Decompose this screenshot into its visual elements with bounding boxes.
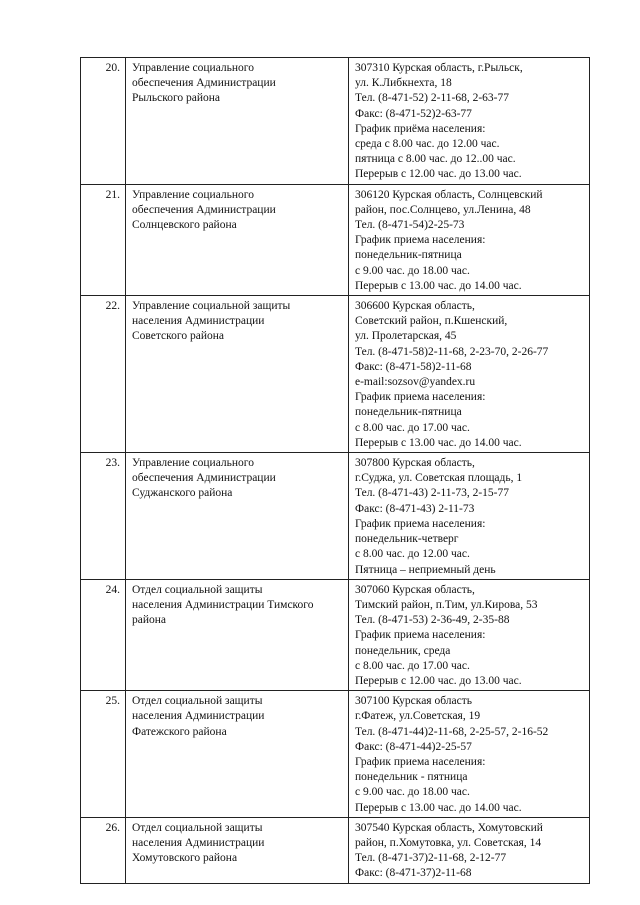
contact-line: 307100 Курская область bbox=[355, 695, 472, 708]
office-name-line: Управление социального bbox=[132, 62, 254, 74]
office-name-line: Отдел социальной защиты bbox=[132, 821, 263, 834]
contact-line: среда с 8.00 час. до 12.00 час. bbox=[355, 138, 500, 151]
contact-line: График приема населения: bbox=[355, 517, 486, 530]
office-contacts bbox=[349, 579, 590, 690]
row-number: 23. bbox=[81, 453, 126, 580]
contact-line: с 9.00 час. до 18.00 час. bbox=[355, 264, 470, 277]
contact-line: График приема населения: bbox=[355, 755, 486, 768]
office-name-line: Суджанского района bbox=[132, 487, 233, 500]
office-contacts bbox=[349, 453, 590, 580]
contact-line: понедельник-пятница bbox=[355, 249, 462, 262]
contact-line: Факс: (8-471-44)2-25-57 bbox=[355, 740, 472, 753]
contact-line: Факс: (8-471-58)2-11-68 bbox=[355, 360, 472, 373]
contact-line: Перерыв с 13.00 час. до 14.00 час. bbox=[355, 436, 522, 449]
row-number: 22. bbox=[81, 296, 126, 453]
office-name-line: Управление социального bbox=[132, 188, 254, 201]
contact-line: 307800 Курская область, bbox=[355, 457, 475, 470]
contact-line: Тимский район, п.Тим, ул.Кирова, 53 bbox=[355, 598, 538, 611]
office-name-line: обеспечения Администрации bbox=[132, 203, 276, 216]
office-name-line: Рыльского района bbox=[132, 92, 221, 105]
office-name-line: населения Администрации bbox=[132, 315, 265, 328]
office-name-line: Управление социальной защиты bbox=[132, 300, 291, 313]
row-number: 20. bbox=[81, 58, 126, 185]
contact-line: г.Суджа, ул. Советская площадь, 1 bbox=[355, 472, 523, 485]
office-name-line: населения Администрации bbox=[132, 710, 265, 723]
contact-line: Перерыв с 13.00 час. до 14.00 час. bbox=[355, 801, 522, 814]
contact-line: График приема населения: bbox=[355, 234, 486, 247]
office-name-line: населения Администрации bbox=[132, 836, 265, 849]
office-name bbox=[126, 58, 349, 185]
row-number: 21. bbox=[81, 184, 126, 295]
table-row bbox=[81, 817, 590, 883]
office-name-line: обеспечения Администрации bbox=[132, 77, 276, 90]
office-name bbox=[126, 453, 349, 580]
office-name bbox=[126, 817, 349, 883]
office-name bbox=[126, 184, 349, 295]
contact-line: 306600 Курская область, bbox=[355, 300, 475, 313]
contact-line: Перерыв с 12.00 час. до 13.00 час. bbox=[355, 168, 522, 181]
row-number: 26. bbox=[81, 817, 126, 883]
office-name-line: Фатежского района bbox=[132, 725, 227, 738]
row-number: 25. bbox=[81, 691, 126, 818]
table-row bbox=[81, 453, 590, 580]
contact-line: График приёма населения: bbox=[355, 122, 486, 135]
office-contacts bbox=[349, 184, 590, 295]
office-name-line: обеспечения Администрации bbox=[132, 472, 276, 485]
table-row bbox=[81, 58, 590, 185]
contact-line: Тел. (8-471-52) 2-11-68, 2-63-77 bbox=[355, 92, 510, 105]
office-contacts bbox=[349, 296, 590, 453]
contact-line: Тел. (8-471-37)2-11-68, 2-12-77 bbox=[355, 852, 507, 865]
contact-line: Тел. (8-471-58)2-11-68, 2-23-70, 2-26-77 bbox=[355, 345, 549, 358]
row-number: 24. bbox=[81, 579, 126, 690]
table-body bbox=[81, 58, 590, 884]
table-row bbox=[81, 579, 590, 690]
office-name-line: Управление социального bbox=[132, 457, 254, 470]
contact-line: понедельник-пятница bbox=[355, 406, 462, 419]
contact-line: 307060 Курская область, bbox=[355, 583, 475, 596]
contact-line: г.Фатеж, ул.Советская, 19 bbox=[355, 710, 481, 723]
office-name-line: Отдел социальной защиты bbox=[132, 695, 263, 708]
contact-line: График приема населения: bbox=[355, 391, 486, 404]
office-name-line: Отдел социальной защиты bbox=[132, 583, 263, 596]
contact-line: понедельник, среда bbox=[355, 644, 451, 657]
contact-line: район, п.Хомутовка, ул. Советская, 14 bbox=[355, 836, 542, 849]
contact-line: 307540 Курская область, Хомутовский bbox=[355, 821, 543, 834]
contact-line: Тел. (8-471-54)2-25-73 bbox=[355, 219, 465, 232]
contact-line: Факс: (8-471-52)2-63-77 bbox=[355, 107, 472, 120]
office-name bbox=[126, 296, 349, 453]
contact-line: 306120 Курская область, Солнцевский bbox=[355, 188, 543, 201]
contact-line: Факс: (8-471-43) 2-11-73 bbox=[355, 502, 475, 515]
contact-line: График приема населения: bbox=[355, 629, 486, 642]
contact-line: ул. К.Либкнехта, 18 bbox=[355, 77, 452, 90]
office-name-line: Хомутовского района bbox=[132, 852, 238, 865]
office-name-line: района bbox=[132, 614, 167, 627]
contact-line: пятница с 8.00 час. до 12..00 час. bbox=[355, 153, 516, 166]
contact-line: с 8.00 час. до 17.00 час. bbox=[355, 659, 470, 672]
contact-line: Пятница – неприемный день bbox=[355, 563, 496, 576]
contact-line: Перерыв с 12.00 час. до 13.00 час. bbox=[355, 674, 522, 687]
contact-line: 307310 Курская область, г.Рыльск, bbox=[355, 62, 523, 74]
contact-line: Советский район, п.Кшенский, bbox=[355, 315, 508, 328]
contact-line: Тел. (8-471-43) 2-11-73, 2-15-77 bbox=[355, 487, 510, 500]
office-name-line: Советского района bbox=[132, 330, 224, 343]
contact-line: понедельник - пятница bbox=[355, 771, 468, 784]
office-name bbox=[126, 579, 349, 690]
contact-line: Тел. (8-471-53) 2-36-49, 2-35-88 bbox=[355, 614, 510, 627]
table-row bbox=[81, 691, 590, 818]
contact-line: с 8.00 час. до 12.00 час. bbox=[355, 548, 470, 561]
contact-line: с 9.00 час. до 18.00 час. bbox=[355, 786, 470, 799]
office-name-line: Солнцевского района bbox=[132, 219, 237, 232]
contact-line: район, пос.Солнцево, ул.Ленина, 48 bbox=[355, 203, 531, 216]
contact-line: ул. Пролетарская, 45 bbox=[355, 330, 457, 343]
contact-line: понедельник-четверг bbox=[355, 533, 459, 546]
contact-line: Тел. (8-471-44)2-11-68, 2-25-57, 2-16-52 bbox=[355, 725, 549, 738]
table-row bbox=[81, 296, 590, 453]
table-row bbox=[81, 184, 590, 295]
office-contacts bbox=[349, 817, 590, 883]
office-name bbox=[126, 691, 349, 818]
social-offices-table bbox=[80, 57, 590, 884]
contact-line: с 8.00 час. до 17.00 час. bbox=[355, 421, 470, 434]
email-line: e-mail:sozsov@yandex.ru bbox=[355, 376, 476, 389]
office-contacts bbox=[349, 691, 590, 818]
contact-line: Факс: (8-471-37)2-11-68 bbox=[355, 867, 472, 880]
office-contacts bbox=[349, 58, 590, 185]
office-name-line: населения Администрации Тимского bbox=[132, 598, 314, 611]
contact-line: Перерыв с 13.00 час. до 14.00 час. bbox=[355, 279, 522, 292]
